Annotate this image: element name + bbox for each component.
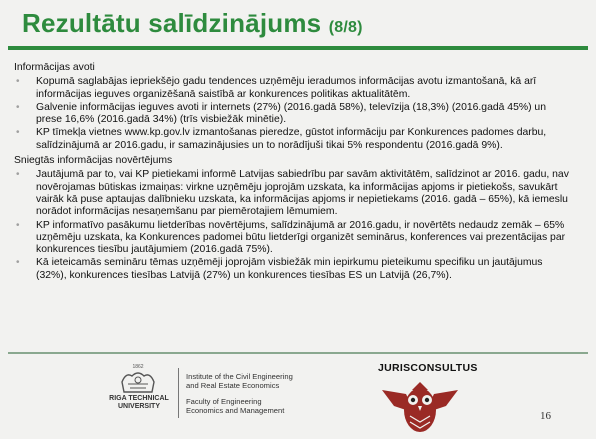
list-item-text: Kā ieteicamās semināru tēmas uzņēmēji joprojām visbiežāk min iepirkumu pieteikumu specifiku un jautājumus (32%), konkurences tiesības Latvijā (27%) un konkurences tiesības ES un Latvijā (26,7%). (36, 257, 543, 281)
owl-logo-icon (376, 376, 464, 436)
slide-title-text: Rezultātu salīdzinājums (22, 8, 322, 38)
list-item (14, 102, 570, 127)
rtu-name-line1: RIGA TECHNICAL (109, 395, 169, 402)
bullet-icon: • (16, 101, 20, 113)
list-item-text: Galvenie informācijas ieguves avoti ir internets (27%) (2016.gadā 58%), televīzija (18,3%) (2016.gadā 45%) un prese 16,6% (2016.gadā 34%) (trīs visbiežāk minētie). (36, 101, 546, 126)
slide-body (14, 62, 570, 285)
institute-line1: Institute of the Civil Engineering (186, 372, 293, 381)
rtu-year: 1862 (132, 364, 144, 370)
bullet-list-information-evaluation (14, 169, 570, 282)
bullet-icon: • (16, 219, 20, 231)
list-item-text: Kopumā saglabājas iepriekšējo gadu tendences uzņēmēju ieradumos informācijas avotu izmantošanā, kā arī informācijas ieguves organizēšanā saistībā ar konkurences politikas aktualitātēm. (36, 76, 537, 100)
list-item (14, 220, 570, 257)
rtu-crest-icon (102, 362, 174, 420)
slide-title (22, 8, 363, 39)
list-item-text: KP tīmekļa vietnes www.kp.gov.lv izmantošanas pieredze, gūstot informāciju par Konkurences padomes darbu, salīdzinājumā ar 2016.gadu, ir samazinājusies un to norādījuši tikai 5% respondentu (2016.gadā 9%). (36, 127, 547, 151)
footer-separator (178, 368, 179, 418)
list-item-text: Jautājumā par to, vai KP pietiekami informē Latvijas sabiedrību par savām aktivitātēm, salīdzinot ar 2016. gadu, nav novērojamas būtiskas izmaiņas: virkne uzņēmēju joprojām uzskata, ka informācijas apjoms ir pietiekošs, savukārt vairāk kā puse aptaujas dalībnieku uzskata, ka informācijas apjoms ir nepietiekams (2016. gadā – 65%), kā iemeslu norādot informācijas nesaņemšanu par piemērotajiem lēmumiem. (36, 169, 569, 218)
footer-divider (8, 352, 588, 354)
faculty-line2: Economics and Management (186, 406, 285, 416)
bullet-icon: • (16, 127, 20, 139)
title-underline (8, 46, 588, 50)
section-heading-information-evaluation: Sniegtās informācijas novērtējums (14, 155, 173, 167)
list-item-text: KP informatīvo pasākumu lietderības novērtējums, salīdzinājumā ar 2016.gadu, ir novērtēts nedaudz zemāk – 65% uzņēmēju uzskata, ka Konkurences padomei būtu lietderīgi organizēt seminārus, konferences vai prezentācijas par konkurences tiesību jautājumiem (2016.gadā 75%). (36, 219, 566, 256)
bullet-list-information-sources (14, 76, 570, 152)
institute-line2: and Real Estate Economics (186, 381, 280, 391)
bullet-icon: • (16, 169, 20, 181)
section-heading-information-sources: Informācijas avoti (14, 62, 95, 73)
slide-title-counter: (8/8) (328, 19, 363, 36)
rtu-name (98, 395, 180, 411)
list-item (14, 257, 570, 282)
bullet-icon: • (16, 257, 20, 269)
bullet-icon: • (16, 76, 20, 88)
partner-name: JURISCONSULTUS (378, 362, 478, 374)
institute-text (186, 372, 346, 416)
list-item (14, 169, 570, 218)
rtu-name-line2: UNIVERSITY (117, 403, 160, 410)
page-number: 16 (540, 410, 551, 422)
list-item (14, 127, 570, 152)
list-item (14, 76, 570, 101)
faculty-line1: Faculty of Engineering (186, 396, 262, 406)
